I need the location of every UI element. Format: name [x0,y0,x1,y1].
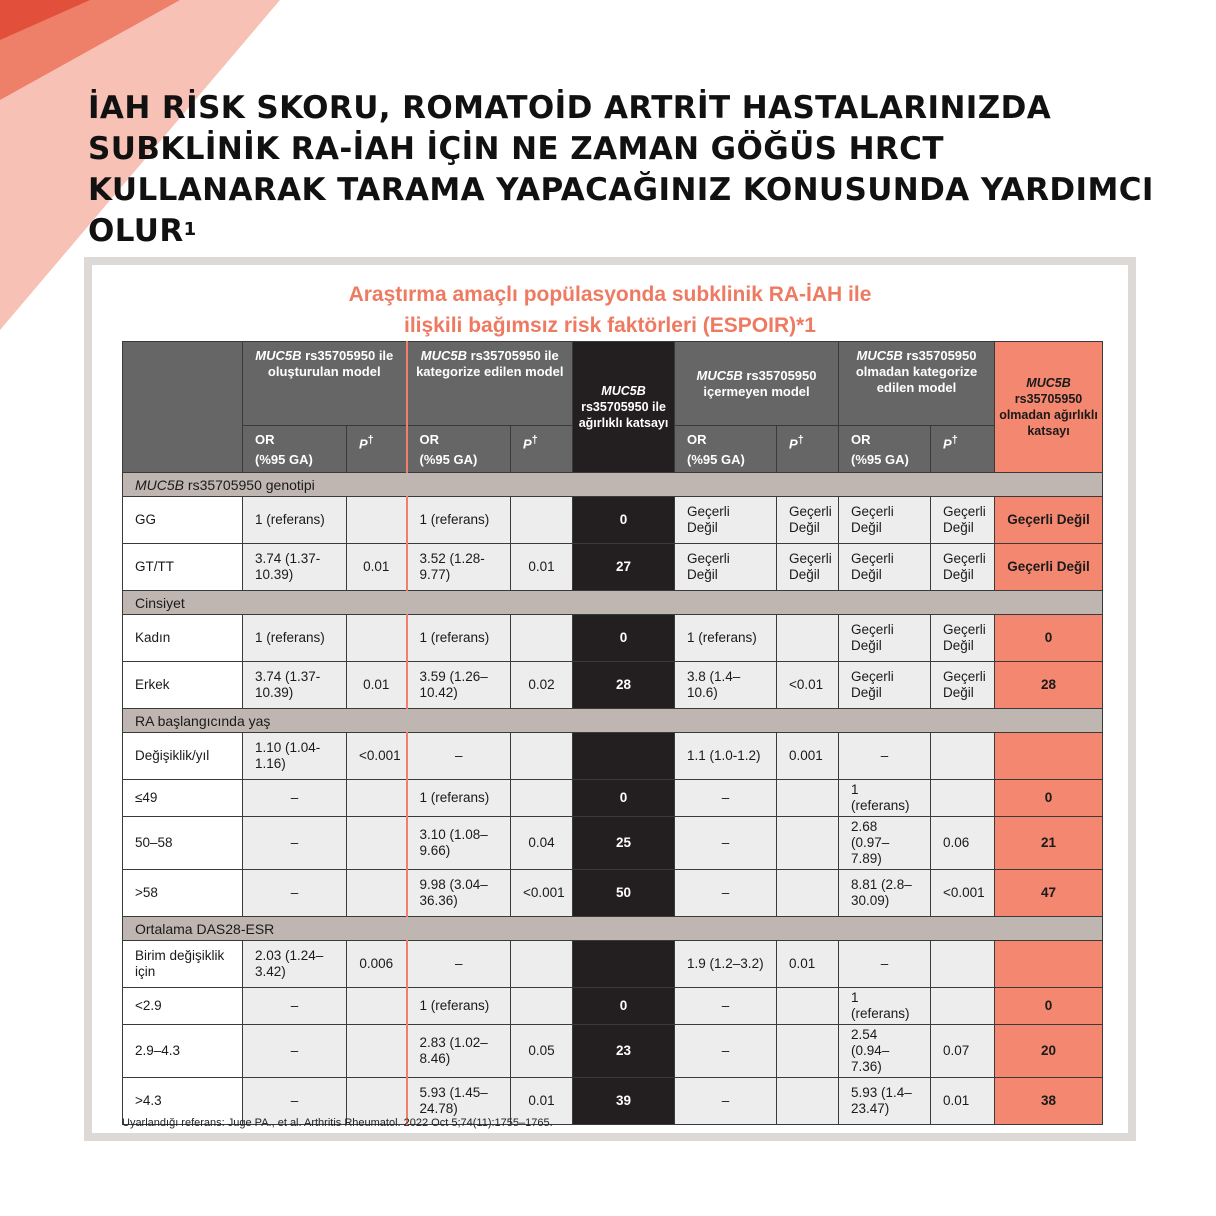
cell-weighted-2: 0 [995,988,1103,1025]
cell-p-4: Geçerli Değil [931,662,995,709]
cell-p-3 [777,1025,839,1078]
header-p: P† [931,426,995,473]
cell-p-1 [347,497,407,544]
cell-weighted-1: 27 [573,544,675,591]
risk-factor-table [122,341,1103,1125]
cell-p-4: Geçerli Değil [931,544,995,591]
title-reference: 1 [183,219,197,240]
cell-or-2: 9.98 (3.04–36.36) [407,870,511,917]
cell-p-4 [931,941,995,988]
cell-or-3: – [675,1025,777,1078]
cell-p-2: 0.01 [511,1078,573,1125]
section-genotype: MUC5B rs35705950 genotipi [123,473,1103,497]
cell-or-4: 1 (referans) [839,988,931,1025]
cell-or-4: 8.81 (2.8–30.09) [839,870,931,917]
row-label: 2.9–4.3 [123,1025,243,1078]
cell-or-4: Geçerli Değil [839,662,931,709]
cell-p-4: <0.001 [931,870,995,917]
cell-or-4: 5.93 (1.4–23.47) [839,1078,931,1125]
cell-or-3: 1.1 (1.0-1.2) [675,733,777,780]
cell-weighted-2 [995,733,1103,780]
cell-or-2: 1 (referans) [407,988,511,1025]
row-label: >4.3 [123,1078,243,1125]
cell-p-4: 0.01 [931,1078,995,1125]
cell-or-4: Geçerli Değil [839,497,931,544]
cell-or-2: 2.83 (1.02–8.46) [407,1025,511,1078]
cell-p-2 [511,733,573,780]
cell-weighted-2: 20 [995,1025,1103,1078]
cell-or-2: 3.10 (1.08–9.66) [407,817,511,870]
cell-weighted-1 [573,733,675,780]
cell-or-3: – [675,988,777,1025]
cell-p-3: 0.01 [777,941,839,988]
cell-p-1 [347,1025,407,1078]
header-blank [123,342,243,473]
cell-or-1: 1 (referans) [243,497,347,544]
cell-p-3: <0.01 [777,662,839,709]
row-label: GG [123,497,243,544]
section-das28: Ortalama DAS28-ESR [123,917,1103,941]
cell-weighted-1: 0 [573,988,675,1025]
cell-or-4: 2.68 (0.97–7.89) [839,817,931,870]
cell-or-2: 3.52 (1.28-9.77) [407,544,511,591]
cell-or-2: – [407,941,511,988]
cell-p-1: 0.006 [347,941,407,988]
cell-or-1: 2.03 (1.24–3.42) [243,941,347,988]
cell-weighted-2: Geçerli Değil [995,544,1103,591]
cell-p-4 [931,733,995,780]
table-row [123,733,1103,780]
cell-p-4 [931,988,995,1025]
cell-or-1: 3.74 (1.37-10.39) [243,662,347,709]
header-p: P† [347,426,407,473]
cell-weighted-2: 38 [995,1078,1103,1125]
cell-or-1: – [243,780,347,817]
header-weighted-2: MUC5B rs35705950 olmadan ağırlıklı katsayı [995,342,1103,473]
cell-p-3 [777,817,839,870]
cell-or-2: 1 (referans) [407,780,511,817]
cell-or-1: – [243,870,347,917]
cell-or-4: 2.54 (0.94–7.36) [839,1025,931,1078]
cell-or-1: 1.10 (1.04-1.16) [243,733,347,780]
table-row [123,662,1103,709]
row-label: GT/TT [123,544,243,591]
cell-weighted-2: 0 [995,615,1103,662]
row-label: Erkek [123,662,243,709]
header-or: OR (%95 GA) [839,426,931,473]
cell-p-1 [347,780,407,817]
row-label: Değişiklik/yıl [123,733,243,780]
cell-or-3: – [675,780,777,817]
cell-p-1: 0.01 [347,544,407,591]
cell-weighted-1: 0 [573,615,675,662]
cell-p-3 [777,615,839,662]
cell-weighted-2 [995,941,1103,988]
cell-p-2: 0.05 [511,1025,573,1078]
row-label: ≤49 [123,780,243,817]
table-panel [84,257,1136,1141]
header-p: P† [777,426,839,473]
cell-p-2 [511,615,573,662]
cell-or-4: 1 (referans) [839,780,931,817]
cell-or-2: 5.93 (1.45–24.78) [407,1078,511,1125]
section-sex: Cinsiyet [123,591,1103,615]
table-row [123,870,1103,917]
cell-p-4: Geçerli Değil [931,497,995,544]
table-row [123,615,1103,662]
cell-p-2: 0.04 [511,817,573,870]
row-label: Birim değişiklik için [123,941,243,988]
table-row [123,817,1103,870]
cell-p-1 [347,817,407,870]
cell-or-4: Geçerli Değil [839,544,931,591]
cell-p-2: 0.01 [511,544,573,591]
cell-p-2: <0.001 [511,870,573,917]
cell-p-2: 0.02 [511,662,573,709]
cell-p-1 [347,988,407,1025]
cell-or-3: Geçerli Değil [675,544,777,591]
header-weighted-1: MUC5B rs35705950 ile ağırlıklı katsayı [573,342,675,473]
cell-p-3 [777,870,839,917]
cell-weighted-1: 25 [573,817,675,870]
cell-p-1 [347,615,407,662]
cell-or-2: 3.59 (1.26–10.42) [407,662,511,709]
cell-p-1: <0.001 [347,733,407,780]
cell-weighted-2: 0 [995,780,1103,817]
cell-weighted-2: 47 [995,870,1103,917]
cell-or-1: – [243,1078,347,1125]
cell-weighted-2: 21 [995,817,1103,870]
cell-or-3: – [675,1078,777,1125]
table-row [123,941,1103,988]
cell-p-3: Geçerli Değil [777,497,839,544]
header-p: P† [511,426,573,473]
table-title: Araştırma amaçlı popülasyonda subklinik RA-İAH ile ilişkili bağımsız risk faktörleri (ESPOIR)*1 [348,283,872,337]
cell-p-3 [777,780,839,817]
cell-or-4: – [839,941,931,988]
cell-p-2 [511,988,573,1025]
cell-p-3: Geçerli Değil [777,544,839,591]
cell-or-1: – [243,988,347,1025]
cell-weighted-1: 0 [573,497,675,544]
table-row [123,780,1103,817]
cell-or-4: Geçerli Değil [839,615,931,662]
cell-or-3: 3.8 (1.4–10.6) [675,662,777,709]
cell-or-2: – [407,733,511,780]
cell-or-4: – [839,733,931,780]
cell-p-4: 0.06 [931,817,995,870]
cell-weighted-1: 0 [573,780,675,817]
cell-or-3: 1 (referans) [675,615,777,662]
header-or: OR (%95 GA) [243,426,347,473]
cell-weighted-2: Geçerli Değil [995,497,1103,544]
cell-p-4: Geçerli Değil [931,615,995,662]
cell-p-4: 0.07 [931,1025,995,1078]
cell-or-3: Geçerli Değil [675,497,777,544]
footnote: Uyarlandığı referans: Juge PA., et al. Arthritis Rheumatol. 2022 Oct 5;74(11):1755–1765. [122,1117,553,1129]
cell-p-1: 0.01 [347,662,407,709]
cell-or-3: 1.9 (1.2–3.2) [675,941,777,988]
header-model-2: MUC5B rs35705950 ile kategorize edilen model [407,342,573,426]
cell-or-2: 1 (referans) [407,615,511,662]
cell-or-1: 3.74 (1.37-10.39) [243,544,347,591]
cell-p-3 [777,988,839,1025]
cell-p-1 [347,870,407,917]
table-row [123,497,1103,544]
cell-p-2 [511,941,573,988]
cell-or-1: – [243,1025,347,1078]
page-title: İAH RİSK SKORU, ROMATOİD ARTRİT HASTALARINIZDA SUBKLİNİK RA-İAH İÇİN NE ZAMAN GÖĞÜS HRCT KULLANARAK TARAMA YAPACAĞINIZ KONUSUNDA YARDIMCI OLUR$^1$ [88,90,1154,249]
row-label: 50–58 [123,817,243,870]
cell-or-2: 1 (referans) [407,497,511,544]
cell-or-3: – [675,817,777,870]
cell-p-4 [931,780,995,817]
cell-or-1: – [243,817,347,870]
table-row [123,1025,1103,1078]
header-model-3: MUC5B rs35705950 içermeyen model [675,342,839,426]
cell-p-2 [511,497,573,544]
cell-weighted-1 [573,941,675,988]
section-age: RA başlangıcında yaş [123,709,1103,733]
header-or: OR (%95 GA) [407,426,511,473]
table-row [123,988,1103,1025]
row-label: <2.9 [123,988,243,1025]
cell-p-2 [511,780,573,817]
cell-weighted-1: 23 [573,1025,675,1078]
cell-weighted-1: 28 [573,662,675,709]
cell-p-3 [777,1078,839,1125]
cell-weighted-2: 28 [995,662,1103,709]
cell-p-3: 0.001 [777,733,839,780]
cell-weighted-1: 39 [573,1078,675,1125]
cell-or-1: 1 (referans) [243,615,347,662]
header-or: OR (%95 GA) [675,426,777,473]
cell-weighted-1: 50 [573,870,675,917]
header-model-4: MUC5B rs35705950 olmadan kategorize edilen model [839,342,995,426]
row-label: Kadın [123,615,243,662]
header-model-1: MUC5B rs35705950 ile oluşturulan model [243,342,407,426]
row-label: >58 [123,870,243,917]
cell-or-3: – [675,870,777,917]
table-row [123,544,1103,591]
